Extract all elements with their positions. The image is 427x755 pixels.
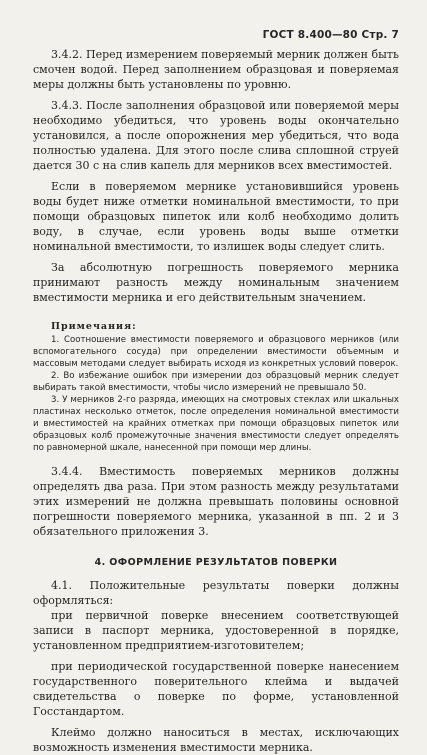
section-title: 4. ОФОРМЛЕНИЕ РЕЗУЛЬТАТОВ ПОВЕРКИ (94, 557, 338, 568)
paragraph-periodic-verification: при периодической государственной поверке нанесением государственного поверительного клейма и выдачей свидетельства о поверке по форме, установленной Госстандартом. (33, 660, 399, 718)
paragraph-3-4-4: 3.4.4. Вместимость поверяемых мерников должны определять два раза. При этом разность между результатами этих измерений не должна превышать половины основной погрешности поверяемого мерника, указанной в пп. 2 и 3 обязательного приложения 3. (33, 465, 399, 538)
note-2: 2. Во избежание ошибок при измерении доз образцовый мерник следует выбирать такой вместимости, чтобы число измерений не превышало 50. (33, 371, 399, 393)
page-header: ГОСТ 8.400—80 Стр. 7 (262, 29, 399, 41)
paragraph-stamp: Клеймо должно наноситься в местах, исключающих возможность изменения вместимости мерника. (33, 726, 399, 754)
paragraph-water-level: Если в поверяемом мернике установившийся уровень воды будет ниже отметки номинальной вместимости, то при помощи образцовых пипеток или колб необходимо долить воду, в случае, если уровень воды выше отметки номинальной вместимости, то излишек воды следует слить. (33, 180, 399, 253)
paragraph-primary-verification: при первичной поверке внесением соответствующей записи в паспорт мерника, удостоверенной в порядке, установленном предприятием-изготовителем; (33, 609, 399, 652)
paragraph-3-4-2: 3.4.2. Перед измерением поверяемый мерник должен быть смочен водой. Перед заполнением образцовая и поверяемая меры должны быть установлены по уровню. (33, 48, 399, 91)
notes-title: Примечания: (51, 321, 137, 332)
note-1: 1. Соотношение вместимости поверяемого и образцового мерников (или вспомогательного сосуда) при определении вместимости объемным и массовым методами следует выбирать исходя из конкретных условий поверок. (33, 335, 399, 369)
paragraph-3-4-3: 3.4.3. После заполнения образцовой или поверяемой меры необходимо убедиться, что уровень воды окончательно установился, а после опорожнения мер убедиться, что вода полностью удалена. Для этого после слива сплошной струей дается 30 с на слив капель для мерников всех вместимостей. (33, 99, 399, 172)
page-content (33, 47, 399, 755)
note-3: 3. У мерников 2-го разряда, имеющих на смотровых стеклах или шкальных пластинах несколько отметок, после определения номинальной вместимости и вместимостей на крайних отметках при помощи образцовых пипеток или образцовых колб промежуточные значения вместимости следует определять по равномерной шкале, нанесенной при помощи мер длины. (33, 395, 399, 453)
paragraph-absolute-error: За абсолютную погрешность поверяемого мерника принимают разность между номинальным значением вместимости мерника и его действительным значением. (33, 261, 399, 304)
paragraph-4-1: 4.1. Положительные результаты поверки должны оформляться: (33, 579, 399, 607)
